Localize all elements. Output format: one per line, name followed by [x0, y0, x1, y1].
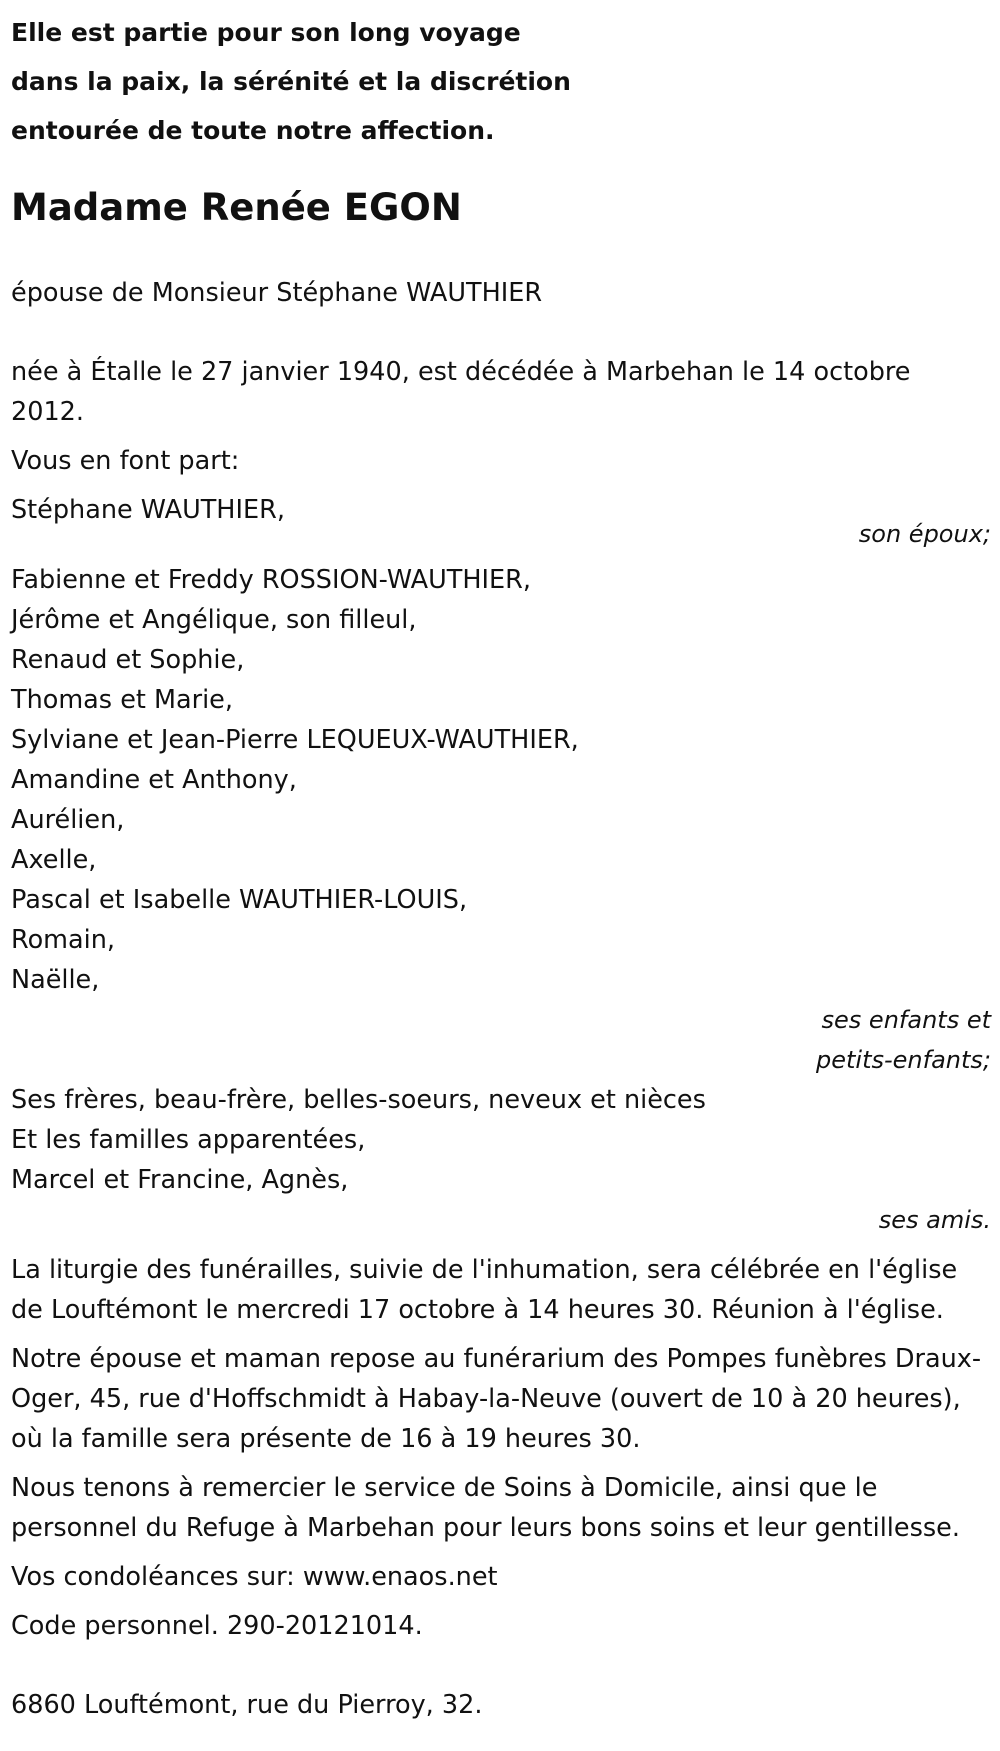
announcement-intro: Vous en font part:	[11, 446, 240, 476]
funerarium-paragraph: Notre épouse et maman repose au funérarium des Pompes funèbres Draux-Oger, 45, rue d'Hoffschmidt à Habay-la-Neuve (ouvert de 10 à 20 heures), où la famille sera présente de 16 à 19 heures 30.	[11, 1344, 982, 1454]
family-name: Ses frères, beau-frère, belles-soeurs, neveux et nièces	[11, 1085, 706, 1115]
family-name: Thomas et Marie,	[11, 685, 233, 715]
liturgy-paragraph: La liturgie des funérailles, suivie de l'inhumation, sera célébrée en l'église de Louftémont le mercredi 17 octobre à 14 heures 30. Réunion à l'église.	[11, 1255, 958, 1325]
relation-label: ses enfants et	[821, 1006, 991, 1034]
family-name: Stéphane WAUTHIER,	[11, 495, 285, 525]
relation-label: son époux;	[858, 520, 991, 548]
thanks-paragraph: Nous tenons à remercier le service de Soins à Domicile, ainsi que le personnel du Refuge à Marbehan pour leurs bons soins et leur gentillesse.	[11, 1473, 960, 1543]
birth-death-line: née à Étalle le 27 janvier 1940, est décédée à Marbehan le 14 octobre 2012.	[11, 357, 911, 427]
obituary-notice	[11, 0, 991, 1725]
family-name: Marcel et Francine, Agnès,	[11, 1165, 349, 1195]
family-group-friends	[11, 1080, 991, 1240]
spouse-line: épouse de Monsieur Stéphane WAUTHIER	[11, 278, 543, 308]
family-name: Sylviane et Jean-Pierre LEQUEUX-WAUTHIER,	[11, 725, 579, 755]
address-line: 6860 Louftémont, rue du Pierroy, 32.	[11, 1690, 483, 1720]
family-group-children	[11, 560, 991, 1080]
family-name: Axelle,	[11, 845, 97, 875]
family-name: Fabienne et Freddy ROSSION-WAUTHIER,	[11, 565, 531, 595]
family-name: Jérôme et Angélique, son filleul,	[11, 605, 417, 635]
family-name: Et les familles apparentées,	[11, 1125, 366, 1155]
personal-code-line: Code personnel. 290-20121014.	[11, 1611, 423, 1641]
family-name: Pascal et Isabelle WAUTHIER-LOUIS,	[11, 885, 468, 915]
family-name: Renaud et Sophie,	[11, 645, 245, 675]
family-name: Amandine et Anthony,	[11, 765, 297, 795]
deceased-name: Madame Renée EGON	[11, 186, 462, 229]
epigraph-line: Elle est partie pour son long voyage	[11, 18, 521, 47]
epigraph-line: entourée de toute notre affection.	[11, 116, 495, 145]
family-name: Aurélien,	[11, 805, 125, 835]
relation-label: ses amis.	[878, 1206, 991, 1234]
epigraph	[11, 0, 991, 155]
relation-label: petits-enfants;	[816, 1046, 991, 1074]
family-group-spouse	[11, 490, 991, 554]
family-name: Naëlle,	[11, 965, 100, 995]
condolences-line: Vos condoléances sur: www.enaos.net	[11, 1562, 498, 1592]
epigraph-line: dans la paix, la sérénité et la discrétion	[11, 67, 571, 96]
family-name: Romain,	[11, 925, 115, 955]
